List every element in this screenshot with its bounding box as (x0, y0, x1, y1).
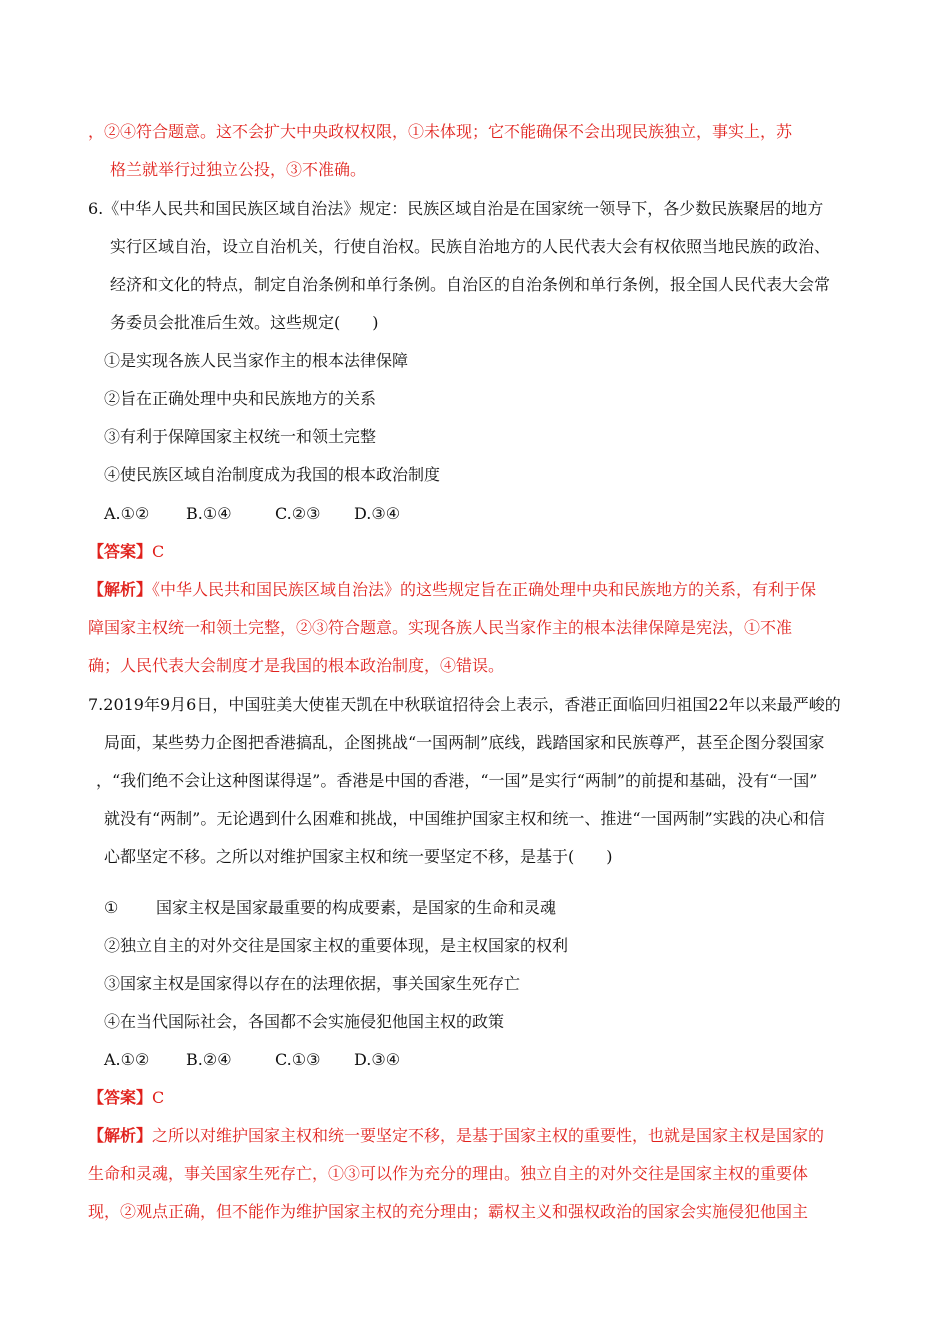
q7-statement-1-num: ① (104, 898, 119, 917)
q7-answer-value: C (152, 1088, 165, 1107)
q7-statement-2: ②独立自主的对外交往是国家主权的重要体现，是主权国家的权利 (104, 936, 569, 955)
q7-analysis-line-3: 现，②观点正确，但不能作为维护国家主权的充分理由；霸权主义和强权政治的国家会实施侵犯他国主 (88, 1202, 809, 1221)
q6-statement-4: ④使民族区域自治制度成为我国的根本政治制度 (104, 465, 441, 484)
q7-stem-line-1: 7.2019年9月6日，中国驻美大使崔天凯在中秋联谊招待会上表示，香港正面临回归祖国22年以来最严峻的 (88, 695, 841, 714)
q6-choice-b: B.①④ (186, 504, 232, 523)
q6-statement-2: ②旨在正确处理中央和民族地方的关系 (104, 389, 377, 408)
q6-analysis-line-3: 确；人民代表大会制度才是我国的根本政治制度，④错误。 (88, 656, 505, 675)
q7-choice-d: D.③④ (354, 1050, 401, 1069)
q7-answer-label: 【答案】 (88, 1088, 153, 1107)
q6-answer-value: C (152, 542, 165, 561)
q7-choice-c: C.①③ (275, 1050, 321, 1069)
q6-choice-c: C.②③ (275, 504, 321, 523)
q7-answer (88, 1087, 164, 1109)
q7-analysis-line-2: 生命和灵魂，事关国家生死存亡，①③可以作为充分的理由。独立自主的对外交往是国家主权的重要体 (88, 1164, 809, 1183)
q7-choice-b: B.②④ (186, 1050, 232, 1069)
q6-choice-d: D.③④ (354, 504, 401, 523)
q7-stem-line-4: 就没有“两制”。无论遇到什么困难和挑战，中国维护国家主权和统一、推进“一国两制”实践的决心和信 (104, 809, 825, 828)
q7-stem-line-3: ，“我们绝不会让这种图谋得逞”。香港是中国的香港，“一国”是实行“两制”的前提和基础，没有“一国” (96, 771, 818, 790)
q7-stem-line-2: 局面，某些势力企图把香港搞乱，企图挑战“一国两制”底线，践踏国家和民族尊严，甚至企图分裂国家 (104, 733, 825, 752)
q6-stem-line-4: 务委员会批准后生效。这些规定( ) (110, 313, 379, 332)
q6-analysis-text-1: 《中华人民共和国民族区域自治法》的这些规定旨在正确处理中央和民族地方的关系，有利于保 (152, 580, 817, 599)
prev-analysis-line-2: 格兰就举行过独立公投，③不准确。 (110, 160, 367, 179)
q7-statement-4: ④在当代国际社会，各国都不会实施侵犯他国主权的政策 (104, 1012, 505, 1031)
q6-stem-line-2: 实行区域自治，设立自治机关，行使自治权。民族自治地方的人民代表大会有权依照当地民族的政治、 (110, 237, 831, 256)
q7-choice-a: A.①② (104, 1050, 150, 1069)
q6-analysis-line-1 (88, 579, 816, 601)
q6-statement-3: ③有利于保障国家主权统一和领土完整 (104, 427, 377, 446)
q6-answer-label: 【答案】 (88, 542, 153, 561)
q6-choice-a: A.①② (104, 504, 150, 523)
q7-analysis-text-1: 之所以对维护国家主权和统一要坚定不移，是基于国家主权的重要性，也就是国家主权是国家的 (152, 1126, 825, 1145)
q6-stem-line-3: 经济和文化的特点，制定自治条例和单行条例。自治区的自治条例和单行条例，报全国人民代表大会常 (110, 275, 831, 294)
q7-analysis-label: 【解析】 (88, 1126, 153, 1145)
q7-stem-line-5: 心都坚定不移。之所以对维护国家主权和统一要坚定不移，是基于( ) (104, 847, 613, 866)
q7-statement-3: ③国家主权是国家得以存在的法理依据，事关国家生死存亡 (104, 974, 521, 993)
q6-analysis-line-2: 障国家主权统一和领土完整，②③符合题意。实现各族人民当家作主的根本法律保障是宪法，①不准 (88, 618, 793, 637)
q6-analysis-label: 【解析】 (88, 580, 153, 599)
prev-analysis-line-1: ，②④符合题意。这不会扩大中央政权权限，①未体现；它不能确保不会出现民族独立，事实上，苏 (88, 122, 793, 141)
q6-statement-1: ①是实现各族人民当家作主的根本法律保障 (104, 351, 409, 370)
q6-answer (88, 541, 164, 563)
q6-stem-line-1: 6.《中华人民共和国民族区域自治法》规定：民族区域自治是在国家统一领导下，各少数民族聚居的地方 (88, 199, 824, 218)
q7-analysis-line-1 (88, 1125, 824, 1147)
q7-statement-1-text: 国家主权是国家最重要的构成要素，是国家的生命和灵魂 (156, 898, 557, 917)
